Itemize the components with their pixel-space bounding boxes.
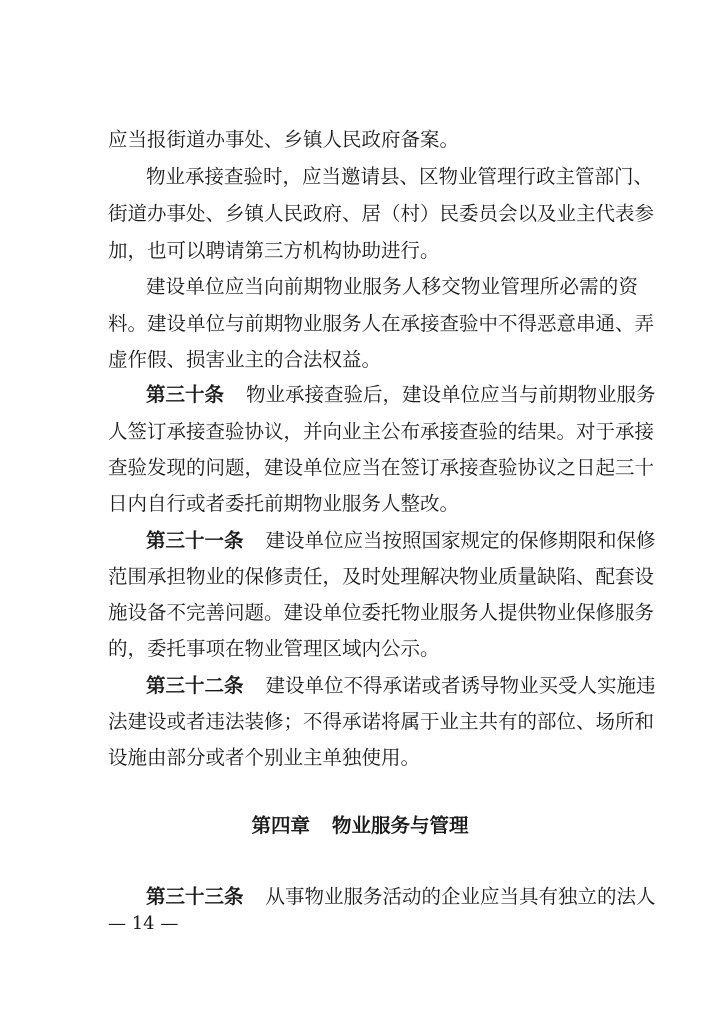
text-line: 查验发现的问题，建设单位应当在签订承接查验协议之日起三十 — [108, 456, 655, 479]
chapter-title: 物业服务与管理 — [332, 814, 469, 837]
page-number: — 14 — — [108, 913, 179, 934]
text-line: 日内自行或者委托前期物业服务人整改。 — [108, 492, 460, 515]
text-line: 建设单位应当向前期物业服务人移交物业管理所必需的资 — [146, 275, 638, 298]
article-text: 建设单位不得承诺或者诱导物业买受人实施违 — [265, 674, 656, 697]
text-line: 料。建设单位与前期物业服务人在承接查验中不得恶意串通、弄 — [108, 312, 655, 335]
text-line: 范围承担物业的保修责任，及时处理解决物业质量缺陷、配套设 — [108, 565, 655, 588]
article-first-line — [146, 883, 656, 911]
article-text: 物业承接查验后，建设单位应当与前期物业服务 — [246, 383, 656, 406]
text-line: 施设备不完善问题。建设单位委托物业服务人提供物业保修服务 — [108, 601, 655, 624]
text-line: 应当报街道办事处、乡镇人民政府备案。 — [108, 128, 460, 151]
article-number: 第三十三条 — [146, 885, 244, 908]
article-text: 建设单位应当按照国家规定的保修期限和保修 — [265, 529, 656, 552]
article-number: 第三十二条 — [146, 674, 244, 697]
text-line: 街道办事处、乡镇人民政府、居（村）民委员会以及业主代表参 — [108, 202, 655, 225]
article-number: 第三十一条 — [146, 529, 244, 552]
article-first-line — [146, 381, 656, 409]
article-number: 第三十条 — [146, 383, 225, 406]
text-line: 加，也可以聘请第三方机构协助进行。 — [108, 239, 440, 262]
text-line: 物业承接查验时，应当邀请县、区物业管理行政主管部门、 — [146, 165, 654, 188]
article-text: 从事物业服务活动的企业应当具有独立的法人 — [265, 885, 656, 908]
chapter-number: 第四章 — [251, 814, 310, 837]
article-first-line — [146, 527, 656, 555]
text-line: 人签订承接查验协议，并向业主公布承接查验的结果。对于承接 — [108, 420, 655, 443]
text-line: 虚作假、损害业主的合法权益。 — [108, 348, 382, 371]
article-first-line — [146, 672, 656, 700]
text-line: 法建设或者违法装修；不得承诺将属于业主共有的部位、场所和 — [108, 710, 655, 733]
chapter-heading — [0, 812, 720, 840]
text-line: 的，委托事项在物业管理区域内公示。 — [108, 637, 440, 660]
text-line: 设施由部分或者个别业主单独使用。 — [108, 746, 421, 769]
